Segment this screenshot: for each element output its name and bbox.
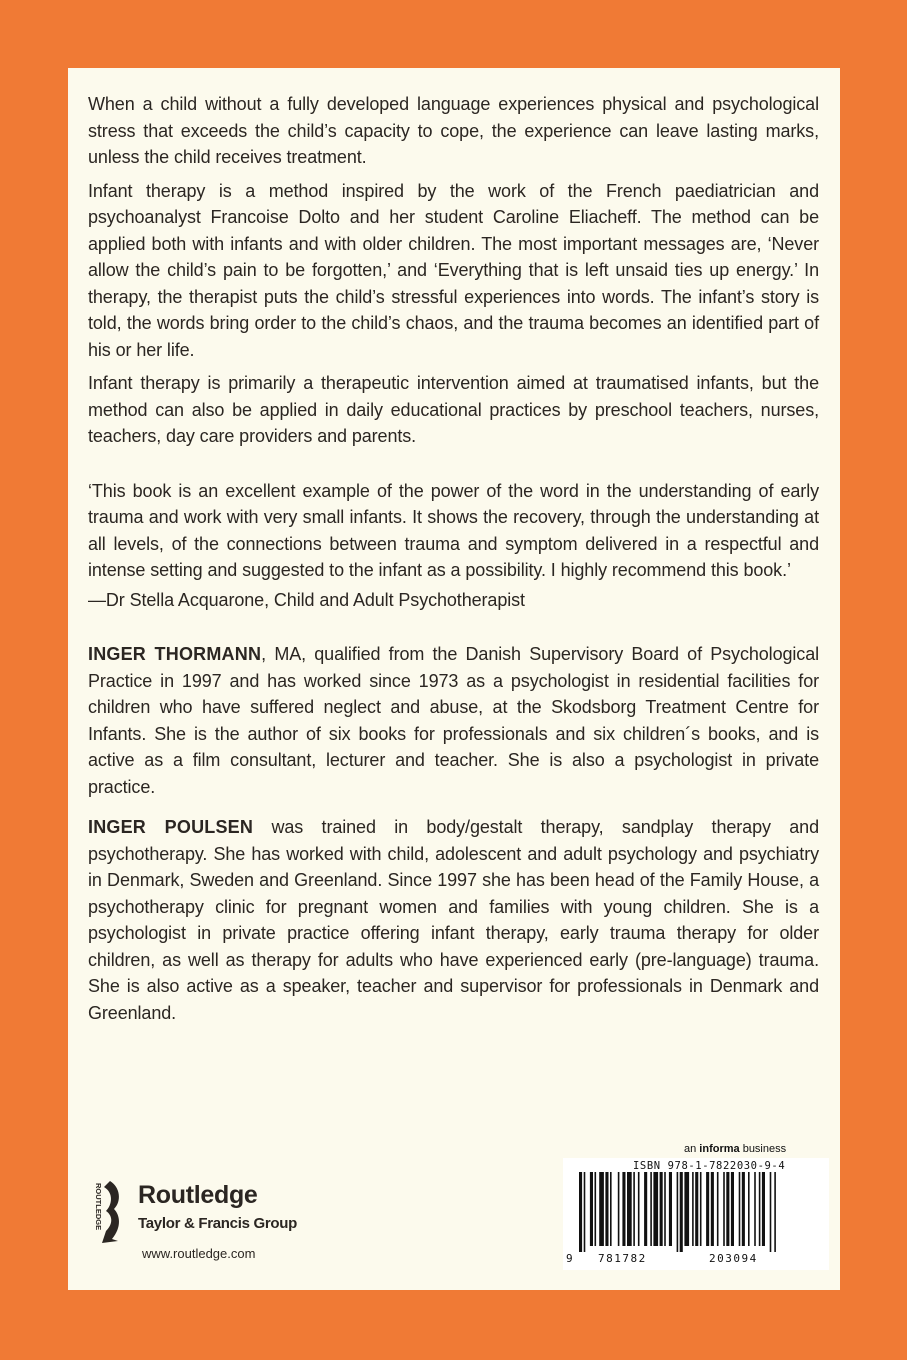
barcode-bar xyxy=(754,1172,756,1246)
barcode-bar xyxy=(731,1172,734,1246)
barcode-bar xyxy=(650,1172,652,1246)
cover-text xyxy=(88,91,819,1033)
barcode-bar xyxy=(669,1172,672,1246)
barcode-bar xyxy=(700,1172,702,1246)
description-paragraph-2: Infant therapy is a method inspired by the work of the French paediatrician and psychoanalyst Francoise Dolto and her student Caroline Eliacheff. The method can be applied both with infants and with older children. The most important messages are, ‘Never allow the child’s pain to be forgotten,’ and ‘Everything that is left unsaid ties up energy.’ In therapy, the therapist puts the child’s stressful experiences into words. The infant’s story is told, the words bring order to the child’s chaos, and the trauma becomes an identified part of his or her life. xyxy=(88,180,819,360)
author-bio-1 xyxy=(88,641,819,800)
barcode-bar xyxy=(590,1172,593,1246)
barcode-bar xyxy=(584,1172,586,1252)
barcode-first-digit: 9 xyxy=(566,1252,573,1265)
publisher-block xyxy=(88,1171,388,1266)
barcode-bar xyxy=(711,1172,714,1246)
description-paragraph-1: When a child without a fully developed language experiences physical and psychological stress that exceeds the child’s capacity to cope, the experience can leave lasting marks, unless the child receives treatment. xyxy=(88,94,819,167)
barcode-left-digits: 781782 xyxy=(598,1252,647,1265)
barcode-bar xyxy=(579,1172,582,1252)
barcode-bar xyxy=(692,1172,694,1246)
barcode-bar xyxy=(759,1172,761,1246)
publisher-url: www.routledge.com xyxy=(142,1246,256,1261)
author-bio-text-2: was trained in body/gestalt therapy, sandplay therapy and psychotherapy. She has worked with child, adolescent and adult psychology and psychiatry in Denmark, Sweden and Greenland. Since 1997 she has been head of the Family House, a psychotherapy clinic for pregnant women and families with young children. She is a psychologist in private practice offering infant therapy, early trauma therapy for older children, as well as therapy for adults who have experienced early (pre-language) trauma. She is also active as a speaker, teacher and supervisor for professionals in Denmark and Greenland. xyxy=(88,817,819,1023)
barcode-bar xyxy=(726,1172,729,1246)
endorsement-quote: ‘This book is an excellent example of the power of the word in the understanding of early trauma and work with very small infants. It shows the recovery, through the understanding at all levels, of the connections between trauma and symptom delivered in a respectful and intense setting and suggested to the infant as a possibility. I highly recommend this book.’ xyxy=(88,480,819,580)
barcode-bar xyxy=(770,1172,772,1252)
routledge-logo-icon xyxy=(88,1179,124,1245)
author-name-2: INGER POULSEN xyxy=(88,817,254,837)
informa-tagline xyxy=(684,1143,786,1155)
back-cover-panel xyxy=(68,68,840,1290)
author-bio-text-1: , MA, qualified from the Danish Supervisory Board of Psychological Practice in 1997 and has worked since 1973 as a psychologist in residential facilities for children who have suffered neglect and abuse, at the Skodsborg Treatment Centre for Infants. She is the author of six books for professionals and six children´s books, and is active as a film consultant, lecturer and teacher. She is also a psychologist in private practice. xyxy=(88,644,820,797)
isbn-label: ISBN 978-1-7822030-9-4 xyxy=(633,1160,786,1172)
informa-brand: informa xyxy=(699,1143,740,1155)
barcode-bar xyxy=(644,1172,647,1246)
author-name-1: INGER THORMANN xyxy=(88,644,262,664)
barcode-bar xyxy=(680,1172,683,1252)
barcode-bar xyxy=(677,1172,679,1252)
informa-suffix: business xyxy=(739,1143,787,1155)
barcode-bar xyxy=(684,1172,689,1246)
barcode-bar xyxy=(664,1172,666,1246)
barcode-right-digits: 203094 xyxy=(709,1252,758,1265)
barcode-bar xyxy=(742,1172,745,1246)
barcode-bar xyxy=(717,1172,719,1246)
informa-prefix: an xyxy=(684,1143,700,1155)
barcode-bar xyxy=(748,1172,750,1246)
barcode-bar xyxy=(739,1172,741,1246)
barcode-bar xyxy=(706,1172,709,1246)
barcode-bar xyxy=(762,1172,765,1246)
barcode-bar xyxy=(660,1172,663,1246)
barcode-bar xyxy=(723,1172,725,1246)
publisher-group: Taylor & Francis Group xyxy=(138,1215,297,1232)
barcode-bar xyxy=(695,1172,698,1246)
description-paragraph-3: Infant therapy is primarily a therapeutic intervention aimed at traumatised infants, but the method can also be applied in daily educational practices by preschool teachers, nurses, teachers, day care providers and parents. xyxy=(88,373,819,446)
routledge-logo-text: ROUTLEDGE xyxy=(94,1183,103,1231)
barcode-bar xyxy=(638,1172,640,1246)
author-bio-2 xyxy=(88,814,819,1026)
barcode-bars xyxy=(563,1172,829,1252)
publisher-name: Routledge xyxy=(138,1181,258,1209)
barcode-bar xyxy=(633,1172,635,1246)
barcode-bar xyxy=(653,1172,658,1246)
barcode-bar xyxy=(610,1172,612,1246)
barcode-bar xyxy=(599,1172,604,1246)
barcode-bar xyxy=(605,1172,608,1246)
endorsement-attribution: —Dr Stella Acquarone, Child and Adult Psychotherapist xyxy=(88,589,525,610)
isbn-barcode xyxy=(563,1158,829,1270)
barcode-bar xyxy=(774,1172,776,1252)
barcode-bar xyxy=(627,1172,632,1246)
barcode-bar xyxy=(618,1172,620,1246)
barcode-bar xyxy=(622,1172,625,1246)
barcode-bar xyxy=(595,1172,597,1246)
